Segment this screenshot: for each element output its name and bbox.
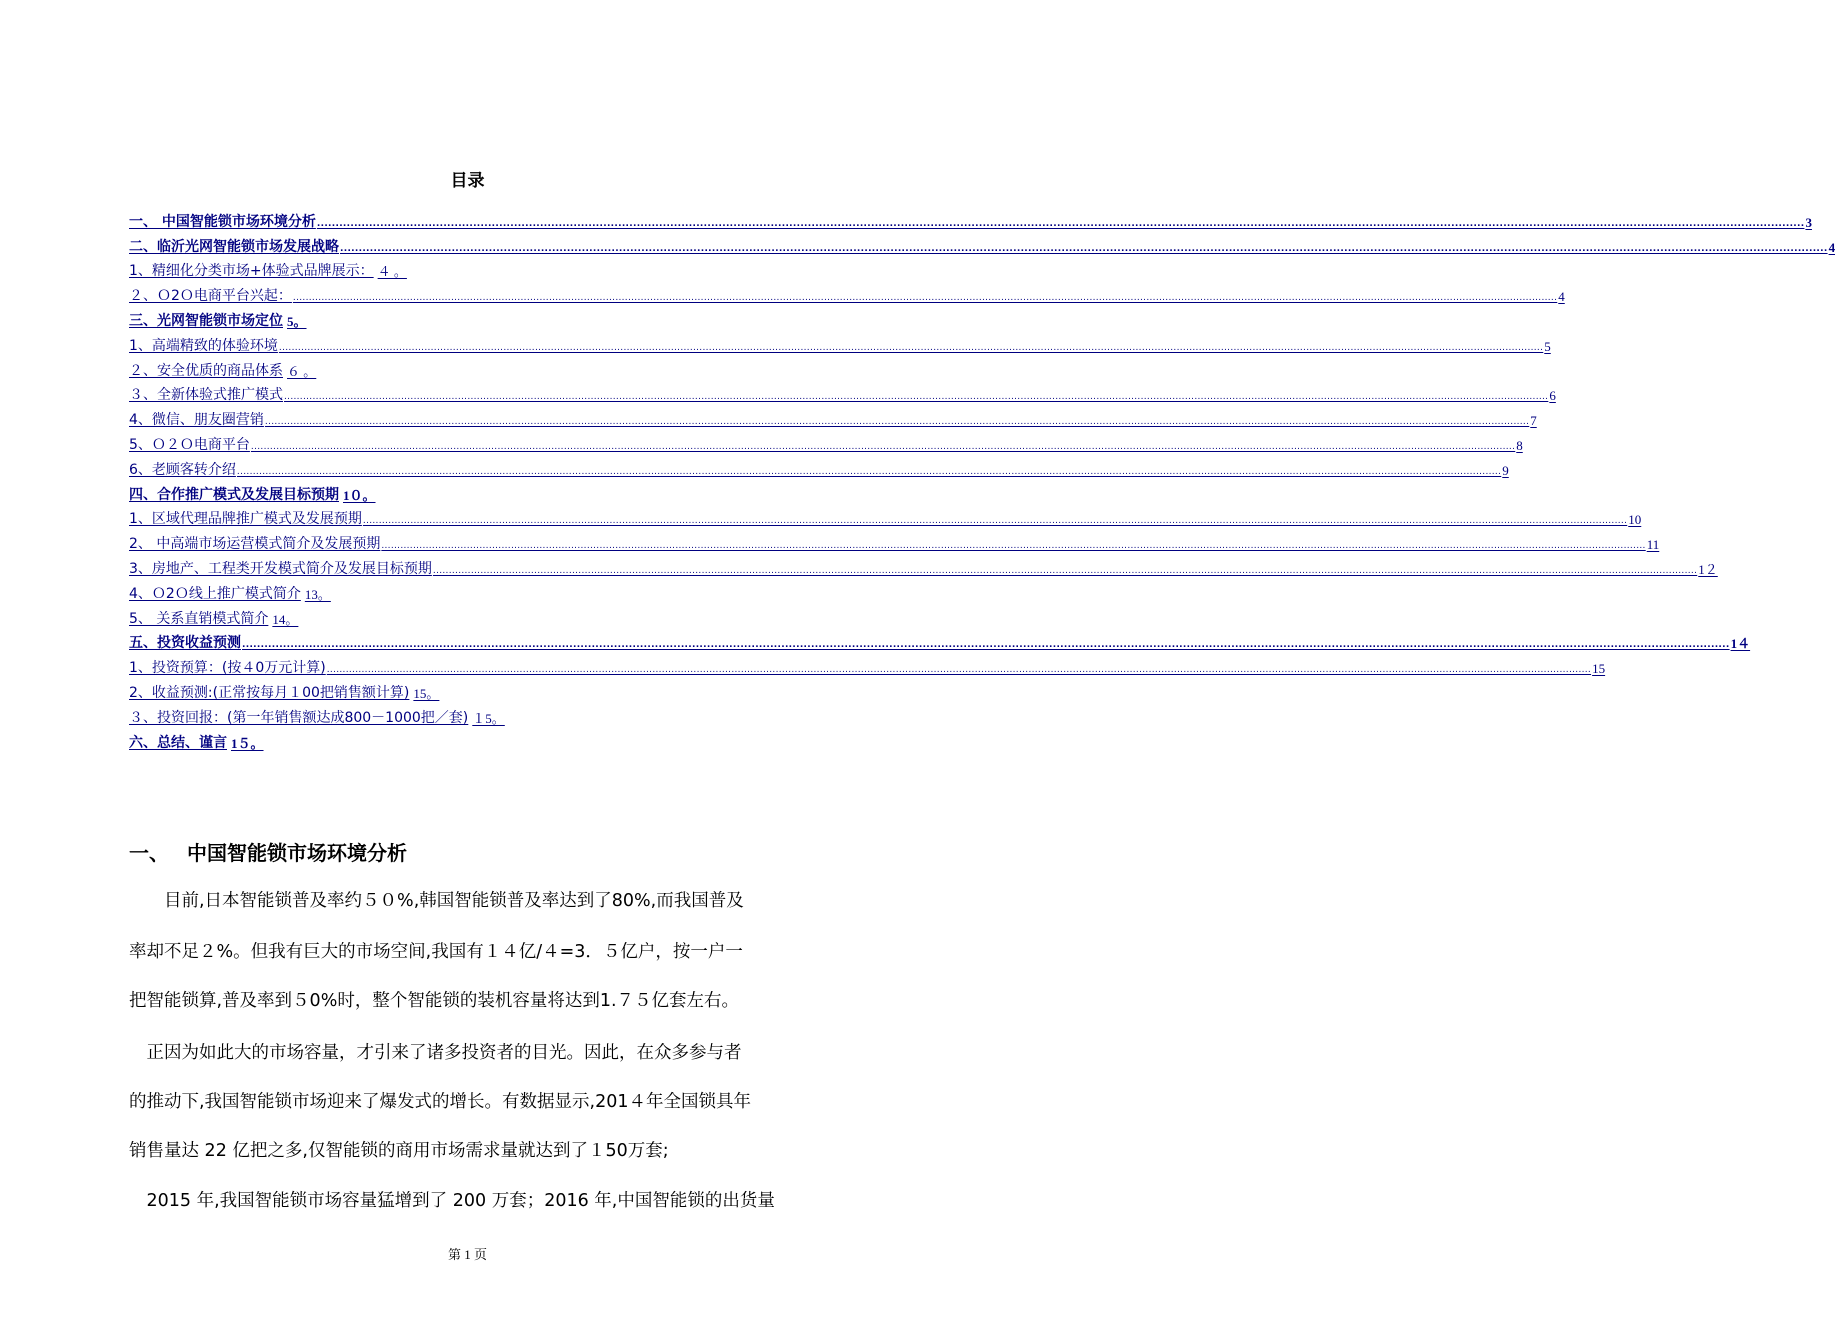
toc-dot-leader: ................................................................................................................................................................................................................................................................................................................................................................................................................ bbox=[381, 541, 1646, 552]
toc-dot-leader: ................................................................................................................................................................................................................................................................................................................................................................................................................ bbox=[264, 417, 1530, 428]
toc-entry[interactable] bbox=[129, 429, 1523, 454]
toc-entry-label: 4、Ｏ2Ｏ线上推广模式简介 bbox=[129, 585, 301, 602]
toc-entry-page: 10 bbox=[1628, 512, 1642, 528]
toc-entry-page: ６ 。 bbox=[287, 363, 317, 379]
toc-entry-label: 1、高端精致的体验环境 bbox=[129, 337, 278, 354]
toc-entry[interactable] bbox=[129, 603, 806, 628]
body-line-6: 销售量达 22 亿把之多,仅智能锁的商用市场需求量就达到了１50万套; bbox=[129, 1141, 669, 1161]
toc-dot-leader: ................................................................................................................................................................................................................................................................................................................................................................................................................ bbox=[236, 466, 1502, 477]
toc-entry[interactable] bbox=[129, 578, 806, 603]
toc-entry-label: 2、 中高端市场运营模式简介及发展预期 bbox=[129, 536, 381, 553]
toc-entry[interactable] bbox=[129, 454, 1509, 479]
page-footer: 第 1 页 bbox=[447, 1247, 487, 1262]
toc-dot-leader: ................................................................................................................................................................................................................................................................................................................................................................................................................ bbox=[250, 441, 1516, 452]
body-line-7: 2015 年,我国智能锁市场容量猛增到了 200 万套；2016 年,中国智能锁的出货量 bbox=[129, 1191, 775, 1211]
toc-dot-leader: ................................................................................................................................................................................................................................................................................................................................................................................................................ bbox=[326, 665, 1592, 676]
toc-entry-label: 五、投资收益预测 bbox=[129, 635, 241, 652]
toc-entry[interactable] bbox=[129, 206, 1812, 231]
toc-entry-label: 1、投资预算：(按４0万元计算) bbox=[129, 660, 326, 677]
body-line-3: 把智能锁算,普及率到５0%时，整个智能锁的装机容量将达到1.７５亿套左右。 bbox=[129, 991, 740, 1011]
toc-entry[interactable] bbox=[129, 256, 806, 281]
toc-entry-page: 5。 bbox=[287, 313, 307, 329]
toc-dot-leader: ................................................................................................................................................................................................................................................................................................................................................................................................................ bbox=[278, 342, 1544, 353]
toc-entry-label: 2、收益预测:(正常按每月１00把销售额计算) bbox=[129, 684, 410, 701]
toc-entry[interactable] bbox=[129, 380, 1556, 405]
toc-entry-page: 15 bbox=[1592, 661, 1606, 677]
toc-dot-leader: ................................................................................................................................................................................................................................................................................................................................................................................................................ bbox=[284, 392, 1549, 403]
toc-entry-label: 六、总结、谨言 bbox=[129, 734, 227, 751]
toc-entry[interactable] bbox=[129, 677, 806, 702]
toc-dot-leader: ................................................................................................................................................................................................................................................................................................................................................................................................................ bbox=[292, 293, 1558, 304]
body-line-2: 率却不足２%。但我有巨大的市场空间,我国有１４亿/４=3．５亿户，按一户一 bbox=[129, 942, 743, 962]
toc-entry-label: ２、安全优质的商品体系 bbox=[129, 362, 283, 379]
toc-entry-page: 11 bbox=[1646, 537, 1660, 553]
toc-entry[interactable] bbox=[129, 231, 1835, 256]
toc-entry-page: 1４ bbox=[1730, 636, 1751, 652]
toc-entry[interactable] bbox=[129, 727, 806, 752]
toc-dot-leader: ................................................................................................................................................................................................................................................................................................................................................................................................................ bbox=[316, 218, 1805, 229]
toc-entry-page: 1２ bbox=[1698, 561, 1718, 577]
toc-dot-leader: ................................................................................................................................................................................................................................................................................................................................................................................................................ bbox=[362, 516, 1628, 527]
toc-entry[interactable] bbox=[129, 280, 1565, 305]
toc-entry-label: ３、投资回报：(第一年销售额达成800－1000把／套) bbox=[129, 709, 469, 726]
toc-entry-page: 8 bbox=[1516, 437, 1523, 453]
toc-title: 目录 bbox=[450, 171, 485, 191]
toc-entry-label: 一、 中国智能锁市场环境分析 bbox=[129, 213, 316, 230]
toc-entry-page: 15。 bbox=[413, 685, 440, 701]
toc-entry-page: 3 bbox=[1805, 214, 1812, 230]
toc-entry[interactable] bbox=[129, 652, 1606, 677]
toc-entry-page: 1０。 bbox=[343, 487, 376, 503]
toc-entry-label: 1、区域代理品牌推广模式及发展预期 bbox=[129, 511, 362, 528]
toc-entry[interactable] bbox=[129, 355, 806, 380]
toc-entry-label: 5、 关系直销模式简介 bbox=[129, 610, 269, 627]
toc-entry-label: 3、房地产、工程类开发模式简介及发展目标预期 bbox=[129, 560, 432, 577]
toc-dot-leader: ................................................................................................................................................................................................................................................................................................................................................................................................................ bbox=[340, 243, 1828, 254]
toc-entry-page: 1５。 bbox=[231, 735, 264, 751]
toc-entry-label: 4、微信、朋友圈营销 bbox=[129, 412, 264, 429]
toc-entry[interactable] bbox=[129, 479, 806, 504]
toc-entry-page: 4 bbox=[1828, 239, 1835, 255]
toc-entry-label: ２、Ｏ2Ｏ电商平台兴起： bbox=[129, 288, 292, 305]
toc-entry-label: 二、临沂光网智能锁市场发展战略 bbox=[129, 238, 339, 255]
body-line-5: 的推动下,我国智能锁市场迎来了爆发式的增长。有数据显示,201４年全国锁具年 bbox=[129, 1092, 752, 1112]
toc-dot-leader: ................................................................................................................................................................................................................................................................................................................................................................................................................ bbox=[242, 640, 1730, 651]
toc-entry-label: 5、Ｏ２Ｏ电商平台 bbox=[129, 436, 250, 453]
toc-entry-label: 四、合作推广模式及发展目标预期 bbox=[129, 486, 339, 503]
body-line-4: 正因为如此大的市场容量，才引来了诸多投资者的目光。因此，在众多参与者 bbox=[129, 1043, 742, 1063]
toc-entry[interactable] bbox=[129, 504, 1642, 529]
toc-entry-page: 9 bbox=[1502, 462, 1509, 478]
toc-entry[interactable] bbox=[129, 553, 1718, 578]
toc-entry-label: ３、全新体验式推广模式 bbox=[129, 387, 283, 404]
body-line-1: 目前,日本智能锁普及率约５０%,韩国智能锁普及率达到了80%,而我国普及 bbox=[129, 891, 744, 911]
toc-dot-leader: ................................................................................................................................................................................................................................................................................................................................................................................................................ bbox=[432, 565, 1698, 576]
section-title: 中国智能锁市场环境分析 bbox=[187, 841, 407, 865]
toc-entry-page: 4 bbox=[1558, 289, 1565, 305]
toc-entry-label: 1、精细化分类市场+体验式品牌展示： bbox=[129, 263, 374, 280]
toc-entry-page: 7 bbox=[1530, 413, 1537, 429]
toc-entry-page: 13。 bbox=[304, 586, 331, 602]
toc-entry[interactable] bbox=[129, 528, 1660, 553]
toc-entry[interactable] bbox=[129, 305, 806, 330]
toc-entry-page: 14。 bbox=[272, 611, 299, 627]
toc-entry[interactable] bbox=[129, 628, 1751, 653]
toc-entry-page: ４ 。 bbox=[377, 264, 407, 280]
toc-entry-page: 5 bbox=[1544, 338, 1551, 354]
toc-entry-page: １5。 bbox=[472, 710, 505, 726]
toc-entry-page: 6 bbox=[1549, 388, 1556, 404]
toc-entry-label: 6、老顾客转介绍 bbox=[129, 461, 236, 478]
table-of-contents bbox=[129, 206, 1835, 752]
toc-entry[interactable] bbox=[129, 702, 806, 727]
toc-entry-label: 三、光网智能锁市场定位 bbox=[129, 312, 283, 329]
toc-entry[interactable] bbox=[129, 404, 1537, 429]
toc-entry[interactable] bbox=[129, 330, 1551, 355]
section-number: 一、 bbox=[129, 841, 169, 865]
section-heading bbox=[129, 838, 407, 868]
